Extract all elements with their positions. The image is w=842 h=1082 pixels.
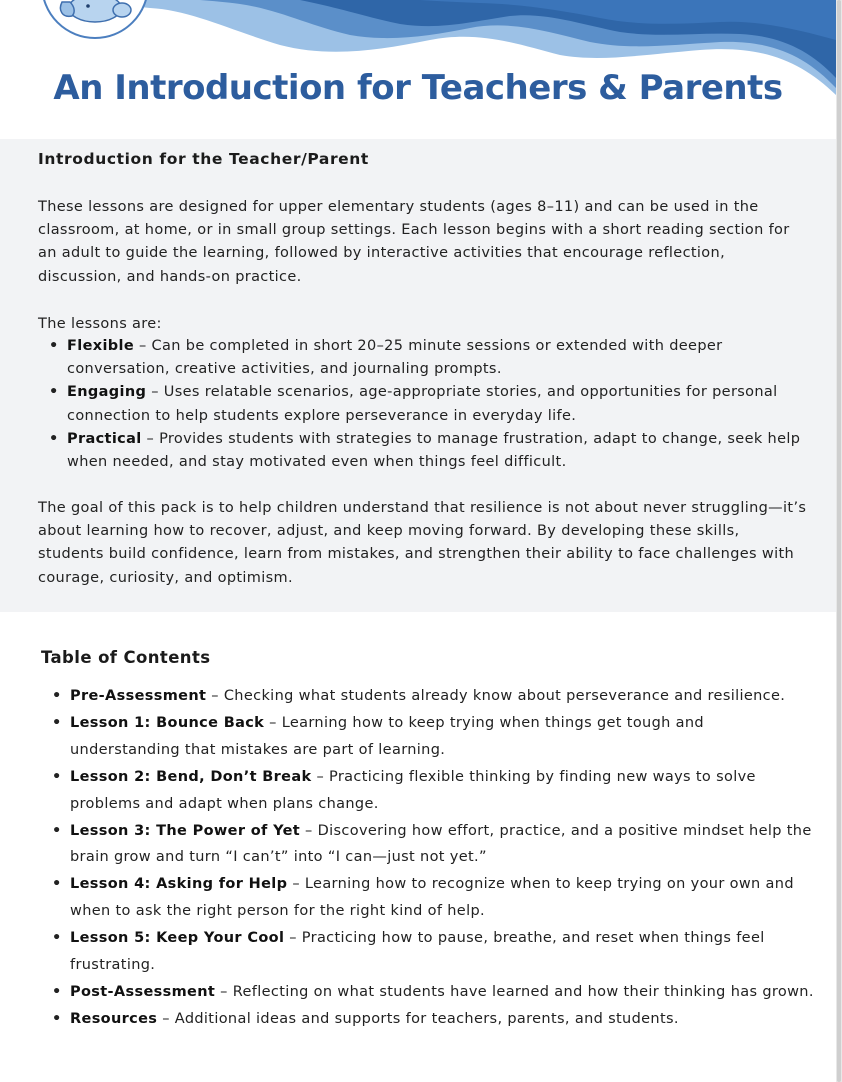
toc-text: – Learning how to recognize when to keep trying on your own and when to ask the right person for the right kind of help.: [70, 876, 794, 920]
feature-text: – Uses relatable scenarios, age-appropriate stories, and opportunities for personal connection to help students explore perseverance in everyday life.: [67, 384, 778, 424]
toc-item: [41, 871, 816, 925]
toc-term: Pre-Assessment: [70, 688, 207, 704]
mascot-logo-icon: [40, 0, 160, 50]
page-header: [0, 0, 836, 140]
lessons-are-label: The lessons are:: [38, 316, 162, 332]
toc-text: – Learning how to keep trying when things get tough and understanding that mistakes are part of learning.: [70, 714, 704, 758]
feature-term: Practical: [67, 430, 142, 447]
toc-term: Lesson 5: Keep Your Cool: [70, 930, 285, 947]
toc-item: [41, 818, 816, 872]
toc-term: Lesson 1: Bounce Back: [70, 714, 265, 731]
toc-text: – Practicing flexible thinking by finding new ways to solve problems and adapt when plans change.: [70, 768, 756, 812]
toc-item: [41, 764, 816, 818]
intro-paragraph-goal: The goal of this pack is to help children understand that resilience is not about never struggling—it’s about learning how to recover, adjust, and keep moving forward. By developing these skills, students build confidence, learn from mistakes, and strengthen their ability to face challenges with courage, curiosity, and optimism.: [38, 500, 807, 586]
toc-text: – Additional ideas and supports for teachers, parents, and students.: [157, 1010, 679, 1027]
feature-item: [38, 335, 808, 381]
intro-paragraph-1: These lessons are designed for upper elementary students (ages 8–11) and can be used in the classroom, at home, or in small group settings. Each lesson begins with a short reading section for an adult to guide the learning, followed by interactive activities that encourage reflection, discussion, and hands-on practice.: [38, 199, 790, 285]
feature-item: [38, 428, 808, 474]
intro-heading: Introduction for the Teacher/Parent: [38, 150, 369, 168]
toc-term: Lesson 4: Asking for Help: [70, 876, 288, 893]
toc-item: [41, 1006, 816, 1033]
scrollbar-thumb[interactable]: [837, 0, 841, 1082]
toc-text: – Reflecting on what students have learned and how their thinking has grown.: [215, 983, 814, 1000]
feature-text: – Provides students with strategies to manage frustration, adapt to change, seek help when needed, and stay motivated even when things feel difficult.: [67, 430, 801, 471]
toc-item: [41, 925, 816, 979]
feature-term: Flexible: [67, 338, 135, 354]
feature-list: [38, 335, 808, 474]
feature-item: [38, 381, 808, 427]
page-title: An Introduction for Teachers & Parents: [53, 68, 783, 108]
toc-term: Post-Assessment: [70, 983, 216, 1000]
feature-term: Engaging: [67, 384, 147, 401]
toc-heading: Table of Contents: [41, 648, 211, 667]
toc-list: [41, 683, 816, 1033]
toc-text: – Checking what students already know about perseverance and resilience.: [206, 688, 786, 704]
toc-text: – Practicing how to pause, breathe, and reset when things feel frustrating.: [70, 930, 765, 974]
toc-text: – Discovering how effort, practice, and a positive mindset help the brain grow and turn “I can’t” into “I can—just not yet.”: [70, 822, 812, 866]
toc-item: [41, 979, 816, 1006]
toc-term: Lesson 3: The Power of Yet: [70, 822, 301, 839]
toc-item: [41, 710, 816, 764]
feature-text: – Can be completed in short 20–25 minute sessions or extended with deeper conversation, creative activities, and journaling prompts.: [67, 338, 723, 378]
vertical-scrollbar[interactable]: [836, 0, 842, 1082]
toc-item: [41, 683, 816, 710]
toc-term: Lesson 2: Bend, Don’t Break: [70, 768, 312, 785]
toc-term: Resources: [70, 1010, 158, 1027]
intro-section: [0, 139, 836, 612]
